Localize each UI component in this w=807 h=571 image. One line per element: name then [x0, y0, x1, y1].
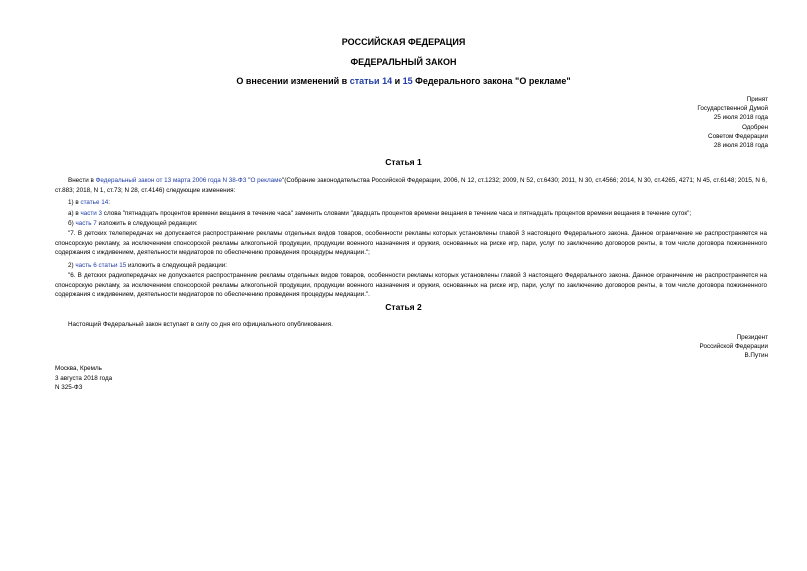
adoption-line: Принят [746, 96, 768, 103]
item-1b-pre: б) [68, 220, 76, 227]
link-article-14[interactable]: статье 14 [80, 199, 109, 206]
title-post: Федерального закона "О рекламе" [412, 76, 571, 86]
adoption-line: Советом Федерации [708, 132, 768, 140]
link-part-7[interactable]: часть 7 [75, 220, 97, 227]
item-1a-pre: а) в [68, 210, 81, 217]
adoption-line: Одобрен [741, 123, 768, 131]
item-1 [55, 198, 767, 208]
law-title [0, 76, 807, 86]
country-heading: РОССИЙСКАЯ ФЕДЕРАЦИЯ [341, 37, 466, 47]
adoption-line: 25 июля 2018 года [713, 114, 768, 122]
footer-block [55, 364, 112, 393]
signature-line: Российской Федерации [699, 343, 768, 351]
link-o-reklame[interactable]: О рекламе [250, 177, 283, 184]
signature-line: В.Путин [744, 352, 768, 360]
article-2-text: Настоящий Федеральный закон вступает в силу со дня его официального опубликования. [68, 321, 333, 328]
link-part-3[interactable]: части 3 [80, 210, 103, 217]
title-link-article-14[interactable]: статьи 14 [349, 76, 393, 86]
quote-part-7: "7. В детских телепередачах не допускается распространение рекламы отдельных видов товаров, особенности рекламы которых установлены главой 3 настоящего Федерального закона. Данное ограничение не распространяется на спонсорскую рекламу, за исключением спонсорской рекламы алкогольной продукции, продукции военного назначения и оружия, основанных на риске игр, пари, услуг по заключению договоров ренты, в том числе договора пожизненного содержания с иждивением, деятельности медиаторов по обеспечению проведения процедуры медиации."; [55, 230, 767, 257]
title-link-article-15[interactable]: 15 [402, 76, 413, 86]
footer-line: 3 августа 2018 года [55, 374, 113, 382]
title-mid: и [392, 76, 403, 86]
item-1b [55, 219, 767, 229]
adoption-line: 28 июля 2018 года [713, 142, 768, 150]
intro-pre: Внести в [68, 177, 96, 184]
doc-type-heading: ФЕДЕРАЛЬНЫЙ ЗАКОН [350, 57, 457, 67]
item-2-post: изложить в следующей редакции: [126, 262, 228, 269]
item-1-pre: 1) в [68, 199, 81, 206]
link-part-6-article-15[interactable]: часть 6 статьи 15 [75, 262, 127, 269]
title-pre: О внесении изменений в [236, 76, 350, 86]
item-2-pre: 2) [68, 262, 76, 269]
quote-part-6: "6. В детских радиопередачах не допускается распространение рекламы отдельных видов товаров, особенности рекламы которых установлены главой 3 настоящего Федерального закона. Данное ограничение не распространяется на спонсорскую рекламу, за исключением спонсорской рекламы алкогольной продукции, продукции военного назначения и оружия, основанных на риске игр, пари, услуг по заключению договоров ренты, в том числе договора пожизненного содержания с иждивением, деятельности медиаторов по обеспечению проведения процедуры медиации.". [55, 272, 767, 299]
item-1a [55, 209, 767, 219]
article-2-heading: Статья 2 [385, 302, 422, 312]
article-1-heading: Статья 1 [385, 157, 422, 167]
signature-line: Президент [736, 334, 768, 341]
intro-post: "(Собрание законодательства Российской Федерации, 2006, N 12, ст.1232; 2009, N 52, ст.6430; 2011, N 30, ст.4566; 2014, N 30, ст.4265, 4271; N 45, ст.6148; 2015, N 6, ст.883; 2018, N 1, ст.73; N 28, ст.4146) следующие изменения: [55, 177, 767, 194]
item-1b-post: изложить в следующей редакции: [96, 220, 198, 227]
item-1-post: : [108, 199, 110, 206]
signature-block [700, 333, 768, 361]
intro-mid: " [246, 177, 251, 184]
item-1a-post: слова "пятнадцать процентов времени вещания в течение часа" заменить словами "двадцать процентов времени вещания в течение часа и пятнадцать процентов времени вещания в течение суток"; [102, 210, 692, 217]
adoption-line: Государственной Думой [697, 105, 768, 113]
item-2 [55, 261, 767, 271]
link-law-38fz[interactable]: Федеральный закон от 13 марта 2006 года N 38-ФЗ [95, 177, 247, 184]
article-1-intro [55, 176, 767, 195]
footer-line: N 325-ФЗ [55, 384, 83, 392]
adoption-block [697, 95, 768, 150]
footer-line: Москва, Кремль [55, 365, 102, 372]
